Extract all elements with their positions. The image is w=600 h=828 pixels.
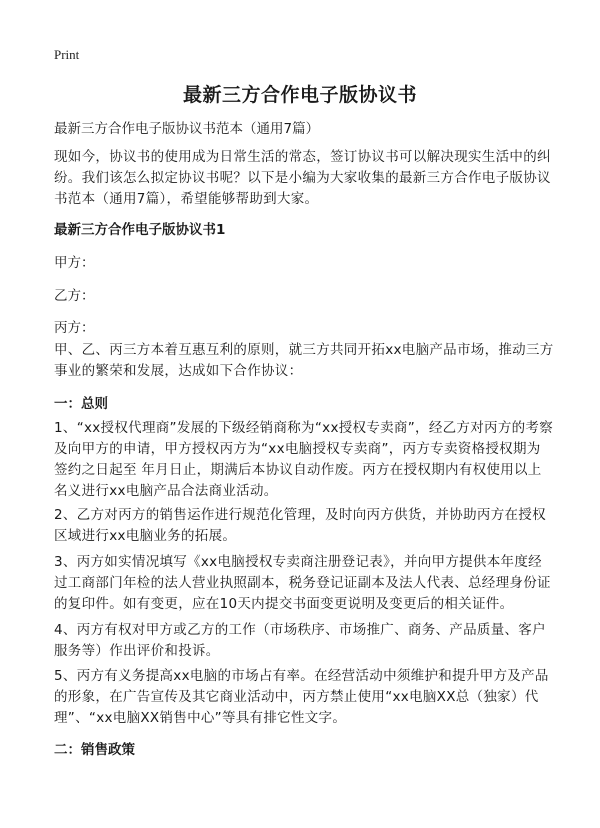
intro-paragraph: 现如今，协议书的使用成为日常生活的常态，签订协议书可以解决现实生活中的纠纷。我们该怎么拟定协议书呢？以下是小编为大家收集的最新三方合作电子版协议书范本（通用7篇），希望能够帮助到大家。 [54,149,551,207]
preamble-paragraph: 甲、乙、丙三方本着互惠互利的原则，就三方共同开拓xx电脑产品市场，推动三方事业的繁荣和发展，达成如下合作协议： [54,342,554,379]
party-c-label: 丙方： [54,320,95,336]
clause-paragraph: 1、“xx授权代理商”发展的下级经销商称为“xx授权专卖商”，经乙方对丙方的考察及向甲方的申请，甲方授权丙方为“xx电脑授权专卖商”，丙方专卖资格授权期为签约之日起至 年月日止，期满后本协议自动作废。丙方在授权期内有权使用以上名义进行xx电脑产品合法商业活动。 [54,420,554,499]
chapter-heading: 一：总则 [54,396,108,412]
party-b-label: 乙方： [54,288,95,304]
clause-paragraph: 5、丙方有义务提高xx电脑的市场占有率。在经营活动中须维护和提升甲方及产品的形象，在广告宣传及其它商业活动中，丙方禁止使用“xx电脑XX总（独家）代理”、“xx电脑XX销售中心”等具有排它性文字。 [54,668,549,726]
party-a-label: 甲方： [54,255,95,271]
document-subtitle: 最新三方合作电子版协议书范本（通用7篇） [54,121,320,137]
section-heading: 最新三方合作电子版协议书1 [54,222,226,238]
clause-paragraph: 2、乙方对丙方的销售运作进行规范化管理，及时向丙方供货，并协助丙方在授权区域进行xx电脑业务的拓展。 [54,507,546,544]
clause-paragraph: 3、丙方如实情况填写《xx电脑授权专卖商注册登记表》，并向甲方提供本年度经过工商部门年检的法人营业执照副本，税务登记证副本及法人代表、总经理身份证的复印件。如有变更，应在10天内提交书面变更说明及变更后的相关证件。 [54,554,551,612]
document-title: 最新三方合作电子版协议书 [182,84,417,106]
print-link[interactable]: Print [54,47,80,62]
clause-paragraph: 4、丙方有权对甲方或乙方的工作（市场秩序、市场推广、商务、产品质量、客户服务等）作出评价和投诉。 [54,622,546,659]
chapter-heading: 二：销售政策 [54,742,135,758]
